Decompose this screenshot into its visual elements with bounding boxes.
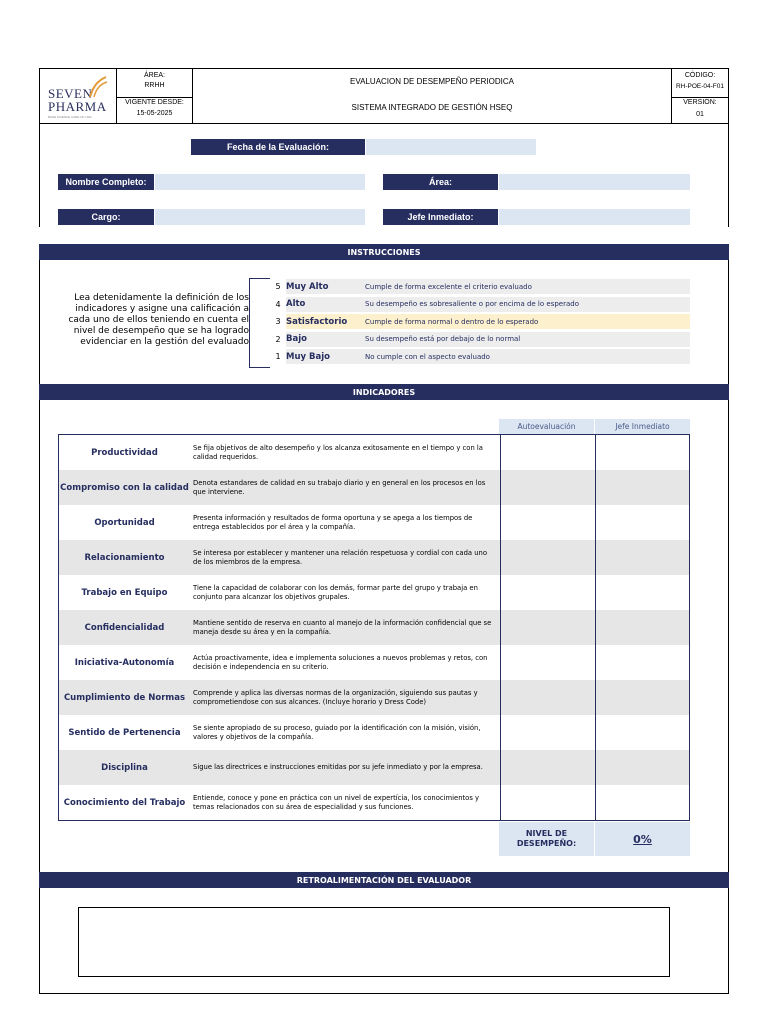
autoevaluacion-cell[interactable] (500, 750, 595, 785)
indicator-name: Productividad (91, 447, 158, 458)
jefe-cell[interactable] (595, 575, 689, 610)
indicator-name: Sentido de Pertenencia (68, 727, 181, 738)
jefe-cell[interactable] (595, 470, 689, 505)
fecha-label: Fecha de la Evaluación: (191, 139, 365, 155)
indicator-row (59, 540, 689, 575)
version-label: VERSIÓN: (683, 99, 717, 106)
nombre-label: Nombre Completo: (58, 174, 154, 190)
scale-row (270, 349, 690, 364)
logo-tagline: BASE SCIENCE CARE OF LIFE (48, 115, 92, 119)
nivel-desempeno-label: NIVEL DE DESEMPEÑO: (499, 822, 594, 856)
indicator-description: Actúa proactivamente, idea e implementa soluciones a nuevos problemas y retos, con decisión e independencia en su criterio. (193, 654, 488, 671)
indicator-description: Comprende y aplica las diversas normas de la organización, siguiendo sus pautas y comprometiendose con sus alcances. (Incluye horario y Dress Code) (193, 689, 478, 706)
cargo-label: Cargo: (58, 209, 154, 225)
jefe-label: Jefe Inmediato: (383, 209, 498, 225)
indicator-description: Tiene la capacidad de colaborar con los demás, formar parte del grupo y trabaja en conjunto para alcanzar los objetivos grupales. (193, 584, 478, 601)
autoevaluacion-cell[interactable] (500, 645, 595, 680)
indicator-description: Mantiene sentido de reserva en cuanto al manejo de la información confidencial que se maneja desde su área y en la compañía. (193, 619, 492, 636)
indicator-row (59, 680, 689, 715)
scale-number: 3 (275, 317, 281, 327)
jefe-cell[interactable] (595, 645, 689, 680)
indicator-row (59, 575, 689, 610)
indicator-row (59, 435, 689, 470)
logo-swoosh-icon (87, 75, 109, 99)
indicator-name: Compromiso con la calidad (60, 482, 189, 493)
nivel-desempeno-value: 0% (595, 822, 690, 856)
indicator-row (59, 610, 689, 645)
indicators-header: INDICADORES (39, 384, 729, 400)
indicator-description: Se fija objetivos de alto desempeño y los alcanza exitosamente en el tiempo y con la calidad requeridos. (193, 444, 483, 461)
indicator-name: Oportunidad (94, 517, 155, 528)
scale-description: No cumple con el aspecto evaluado (365, 352, 490, 361)
company-logo (40, 69, 117, 123)
scale-row (270, 279, 690, 294)
indicator-name: Disciplina (101, 762, 148, 773)
scale-description: Cumple de forma normal o dentro de lo esperado (365, 317, 539, 326)
scale-row (270, 297, 690, 312)
autoevaluacion-cell[interactable] (500, 715, 595, 750)
area-form-label: Área: (383, 174, 498, 190)
indicator-description: Sigue las directrices e instrucciones emitidas por su jefe inmediato y por la empresa. (193, 763, 483, 772)
indicator-name: Relacionamiento (84, 552, 165, 563)
vigente-label: VIGENTE DESDE: (125, 99, 184, 106)
indicator-name: Conocimiento del Trabajo (63, 797, 186, 808)
autoevaluacion-cell[interactable] (500, 575, 595, 610)
indicator-description: Presenta información y resultados de forma oportuna y se apega a los tiempos de entrega establecidos por el área y la compañía. (193, 514, 473, 531)
codigo-value: RH-POE-04-F01 (675, 83, 725, 90)
document-title: EVALUACION DE DESEMPEÑO PERIODICA (350, 77, 514, 86)
indicator-row (59, 715, 689, 750)
jefe-cell[interactable] (595, 540, 689, 575)
scale-name: Satisfactorio (286, 316, 348, 327)
autoevaluacion-cell[interactable] (500, 680, 595, 715)
autoevaluacion-cell[interactable] (500, 505, 595, 540)
scale-name: Bajo (286, 334, 307, 345)
indicator-description: Entiende, conoce y pone en práctica con un nivel de expertícia, los conocimientos y temas relacionados con su área de especialidad y sus funciones. (193, 794, 480, 811)
autoevaluacion-column-header: Autoevaluación (499, 419, 594, 434)
indicator-name: Confidencialidad (84, 622, 165, 633)
instructions-header: INSTRUCCIONES (39, 244, 729, 260)
jefe-field[interactable] (499, 209, 690, 225)
autoevaluacion-cell[interactable] (500, 435, 595, 470)
indicator-name: Cumplimiento de Normas (63, 692, 186, 703)
scale-bracket (249, 278, 270, 368)
autoevaluacion-cell[interactable] (500, 470, 595, 505)
indicator-row (59, 785, 689, 820)
indicator-row (59, 645, 689, 680)
scale-name: Alto (286, 299, 306, 310)
area-label: ÁREA: (143, 72, 165, 79)
scale-number: 2 (275, 334, 281, 344)
jefe-cell[interactable] (595, 680, 689, 715)
indicator-row (59, 470, 689, 505)
feedback-textarea[interactable] (78, 907, 670, 977)
feedback-header: RETROALIMENTACIÓN DEL EVALUADOR (39, 872, 729, 888)
document-header (39, 68, 729, 124)
area-value: RRHH (144, 82, 165, 89)
jefe-cell[interactable] (595, 785, 689, 820)
nombre-field[interactable] (155, 174, 365, 190)
indicator-row (59, 750, 689, 785)
jefe-cell[interactable] (595, 610, 689, 645)
indicator-name: Trabajo en Equipo (81, 587, 168, 598)
scale-number: 5 (275, 282, 281, 291)
scale-number: 1 (275, 352, 281, 362)
indicator-description: Se siente apropiado de su proceso, guiado por la identificación con la misión, visión, valores y objetivos de la compañía. (193, 724, 481, 741)
jefe-cell[interactable] (595, 715, 689, 750)
scale-description: Su desempeño está por debajo de lo normal (365, 335, 521, 344)
jefe-cell[interactable] (595, 505, 689, 540)
scale-description: Cumple de forma excelente el criterio evaluado (365, 282, 532, 291)
logo-text-seven: SEVEN (48, 86, 93, 101)
logo-text-pharma: PHARMA (48, 99, 107, 114)
jefe-cell[interactable] (595, 750, 689, 785)
version-value: 01 (696, 111, 704, 118)
codigo-label: CÓDIGO: (684, 72, 716, 79)
jefe-column-header: Jefe Inmediato (595, 419, 690, 434)
jefe-cell[interactable] (595, 435, 689, 470)
scale-description: Su desempeño es sobresaliente o por encima de lo esperado (365, 300, 579, 309)
autoevaluacion-cell[interactable] (500, 785, 595, 820)
vigente-value: 15-05-2025 (136, 110, 173, 117)
fecha-field[interactable] (366, 139, 536, 155)
scale-name: Muy Bajo (286, 351, 330, 362)
scale-row (270, 332, 690, 347)
scale-number: 4 (275, 299, 281, 309)
title-cell (193, 69, 672, 123)
autoevaluacion-cell[interactable] (500, 610, 595, 645)
scale-name: Muy Alto (286, 281, 329, 292)
indicator-row (59, 505, 689, 540)
scale-row (270, 314, 690, 329)
area-field[interactable] (499, 174, 690, 190)
area-vigente-cell (117, 69, 193, 123)
instructions-text: Lea detenidamente la definición de los indicadores y asigne una calificación a cada uno de ellos teniendo en cuenta el nivel de desempeño que se ha logrado evidenciar en la gestión del evaluado (68, 293, 249, 347)
document-subtitle: SISTEMA INTEGRADO DE GESTIÓN HSEQ (351, 103, 513, 112)
indicator-description: Se interesa por establecer y mantener una relación respetuosa y cordial con cada uno de los miembros de la empresa. (193, 549, 487, 566)
indicator-description: Denota estandares de calidad en su trabajo diario y en general en los procesos en los que interviene. (193, 479, 486, 496)
indicator-name: Iniciativa-Autonomía (74, 657, 175, 668)
indicators-table (58, 434, 690, 821)
cargo-field[interactable] (155, 209, 365, 225)
autoevaluacion-cell[interactable] (500, 540, 595, 575)
codigo-version-cell (672, 69, 728, 123)
